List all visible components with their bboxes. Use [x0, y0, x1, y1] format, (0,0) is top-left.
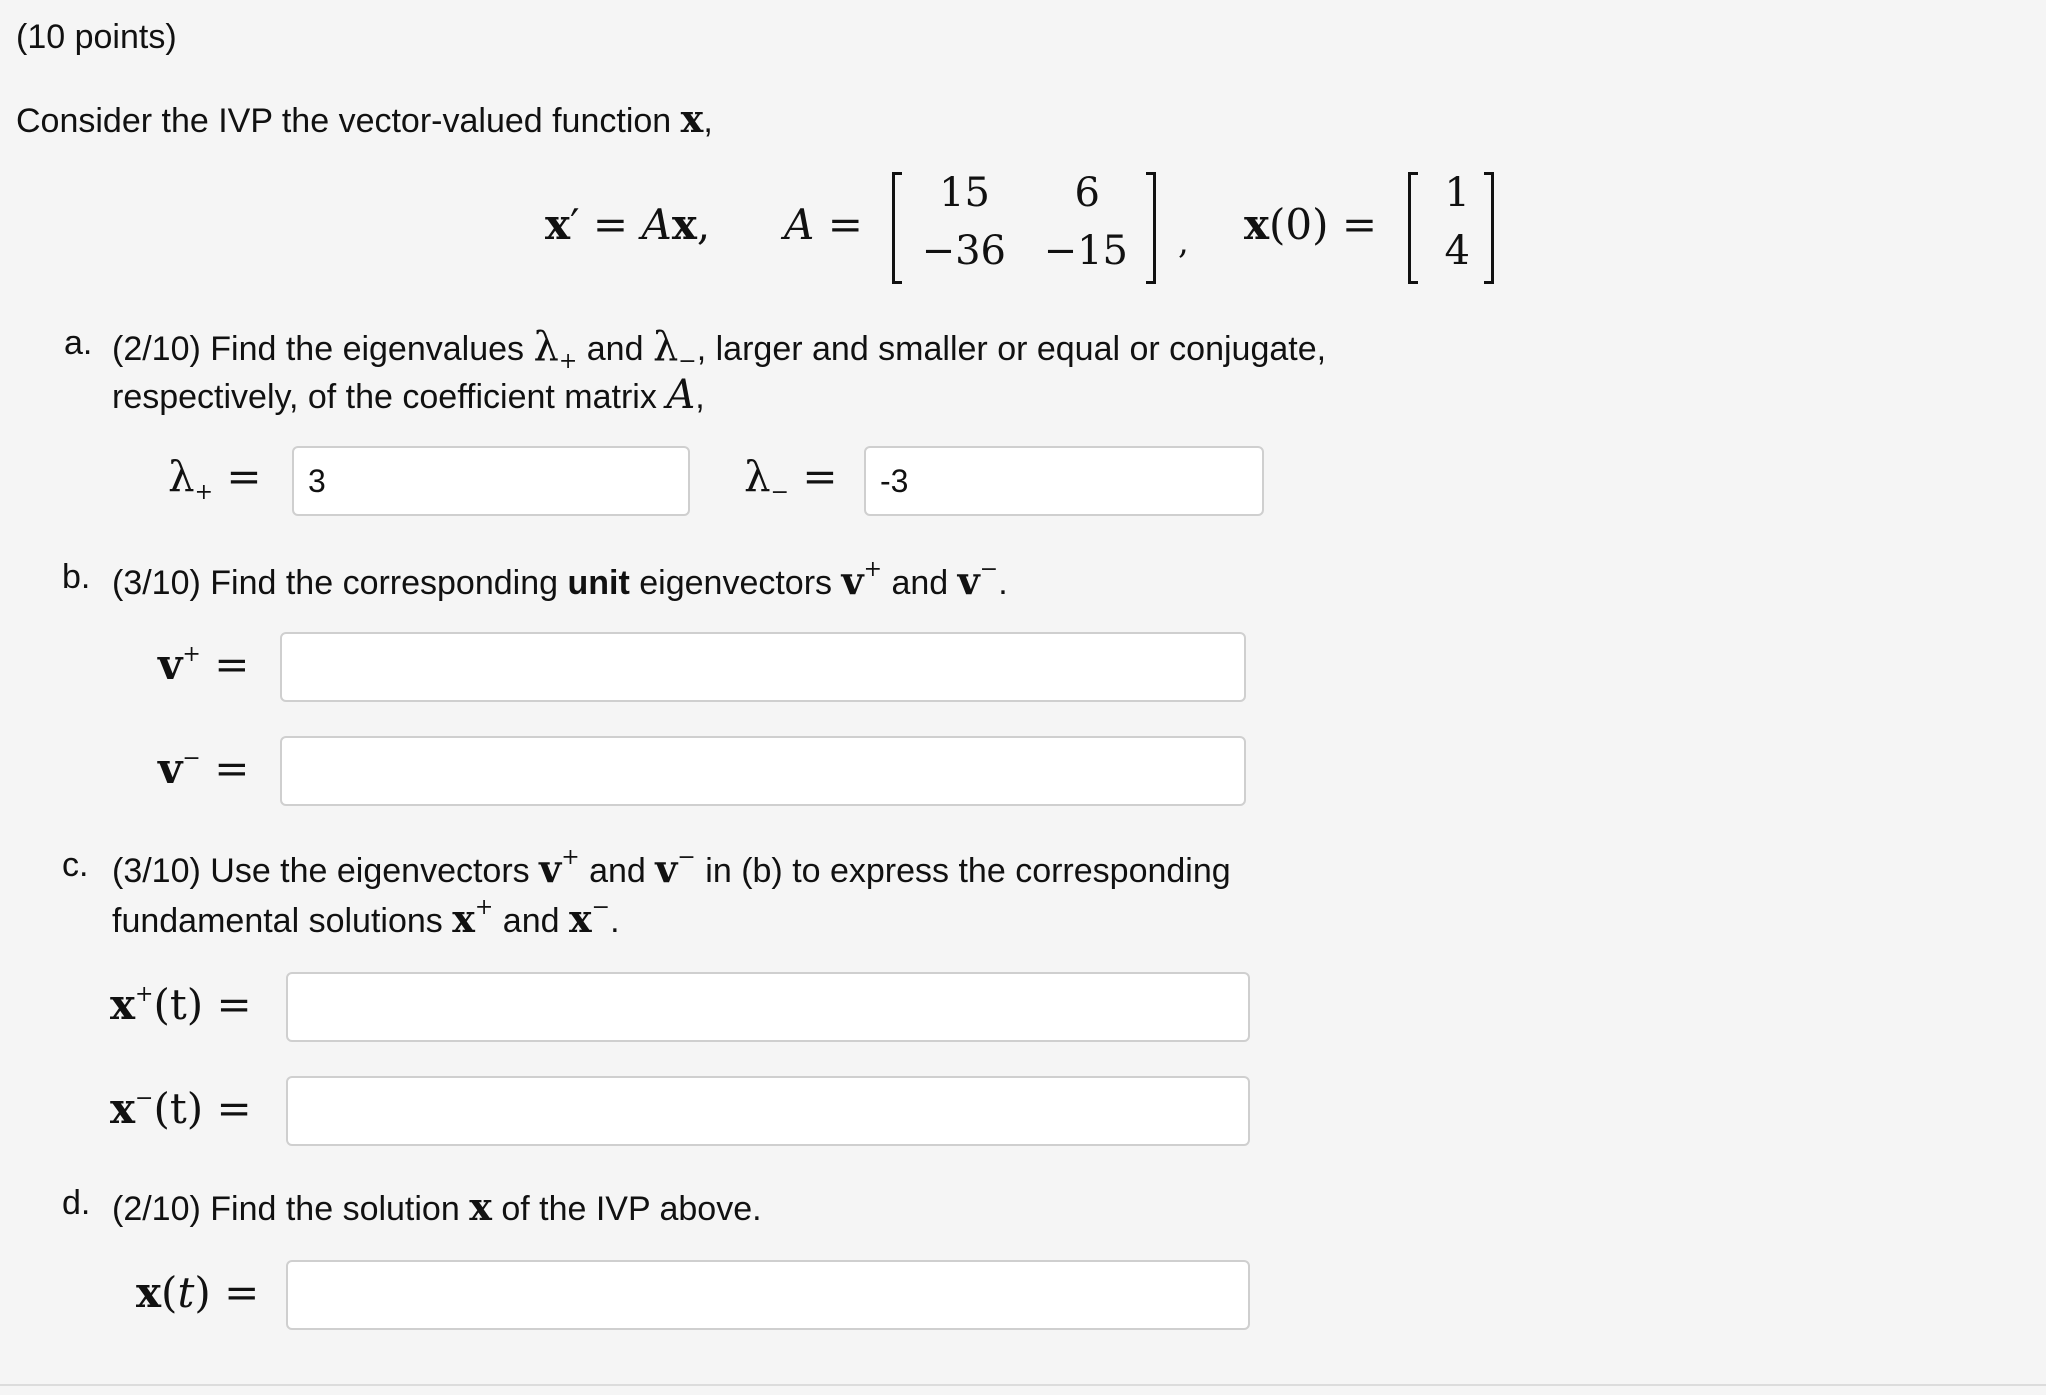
part-d-label: d. [62, 1184, 91, 1222]
equation-comma: , [1178, 222, 1189, 262]
matrix-A-cell-22: −15 [1043, 228, 1128, 274]
lambda-minus-label: $\lambda_-$ = [744, 452, 838, 505]
bottom-divider [0, 1384, 2046, 1386]
equation-A-eq: A = [784, 200, 863, 249]
v-minus-input[interactable] [280, 736, 1246, 806]
x-plus-label: x+(t) = [110, 980, 252, 1029]
x-minus-label: x−(t) = [110, 1084, 252, 1133]
intro-text [16, 96, 713, 141]
part-a-text-2: , larger and smaller or equal or conjugate, [696, 330, 1327, 368]
part-a-line-1: (2/10) Find the eigenvalues $\lambda_+$ and $\lambda_-$, larger and smaller or equal or conjugate, [112, 324, 1327, 374]
part-b-label: b. [62, 558, 91, 596]
part-a-and: and [586, 330, 644, 368]
lambda-plus-input[interactable] [292, 446, 690, 516]
part-a-trail: , [695, 378, 705, 416]
part-d-text-2: of the IVP above. [501, 1190, 762, 1228]
part-a-text-1: (2/10) Find the eigenvalues [112, 330, 525, 368]
lambda-minus-input[interactable] [864, 446, 1264, 516]
part-d-text-1: (2/10) Find the solution [112, 1190, 460, 1228]
matrix-A-cell-12: 6 [1074, 170, 1100, 216]
part-b-line-1: (3/10) Find the corresponding unit eigenvectors v+ and v−. [112, 557, 1008, 603]
part-c-text-3: fundamental solutions [112, 902, 443, 940]
part-a-plus-sub: + [558, 349, 578, 374]
part-a-line-2 [112, 372, 705, 418]
x-plus-input[interactable] [286, 972, 1250, 1042]
points-label: (10 points) [16, 18, 177, 56]
part-c-text-2: in (b) to express the corresponding [705, 852, 1231, 890]
matrix-A-left-bracket [892, 172, 902, 284]
part-a-matrix-var: A [666, 372, 696, 418]
matrix-A-cell-11: 15 [939, 170, 990, 216]
v-plus-input[interactable] [280, 632, 1246, 702]
lambda-plus-label: $\lambda_+$ = [168, 452, 262, 505]
part-c-label: c. [62, 846, 89, 884]
part-c-and-1: and [589, 852, 646, 890]
part-a-minus-sub: − [678, 349, 697, 374]
part-c-text-1: (3/10) Use the eigenvectors [112, 852, 530, 890]
part-c-line-2: fundamental solutions x+ and x−. [112, 895, 620, 941]
matrix-A-right-bracket [1146, 172, 1156, 284]
intro-trail: , [703, 102, 713, 140]
matrix-A-cell-21: −36 [921, 228, 1006, 274]
vector-x0-right-bracket [1484, 172, 1494, 284]
v-plus-label: v+ = [158, 640, 250, 689]
v-minus-label: v− = [158, 744, 250, 793]
part-b-bold-unit: unit [567, 564, 630, 602]
part-d-line-1: (2/10) Find the solution x of the IVP above. [112, 1184, 762, 1229]
vector-x0-cell-1: 1 [1444, 170, 1470, 216]
equation-lhs: x′ = Ax, [545, 200, 711, 249]
part-a-label: a. [64, 324, 93, 362]
intro-sentence: Consider the IVP the vector-valued function [16, 102, 672, 140]
part-b-text-1: (3/10) Find the corresponding [112, 564, 559, 602]
vector-x0-cell-2: 4 [1444, 228, 1470, 274]
intro-var-x: x [680, 96, 704, 141]
part-b-and: and [891, 564, 949, 602]
part-b-text-2: eigenvectors [639, 564, 833, 602]
x-minus-input[interactable] [286, 1076, 1250, 1146]
vector-x0-left-bracket [1408, 172, 1418, 284]
equation-x0-eq: x(0) = [1244, 200, 1378, 249]
part-c-line-1: (3/10) Use the eigenvectors v+ and v− in (b) to express the corresponding [112, 845, 1231, 891]
part-c-and-2: and [502, 902, 560, 940]
x-t-label: x(t) = [136, 1268, 260, 1317]
part-a-text-3: respectively, of the coefficient matrix [112, 378, 657, 416]
x-solution-input[interactable] [286, 1260, 1250, 1330]
